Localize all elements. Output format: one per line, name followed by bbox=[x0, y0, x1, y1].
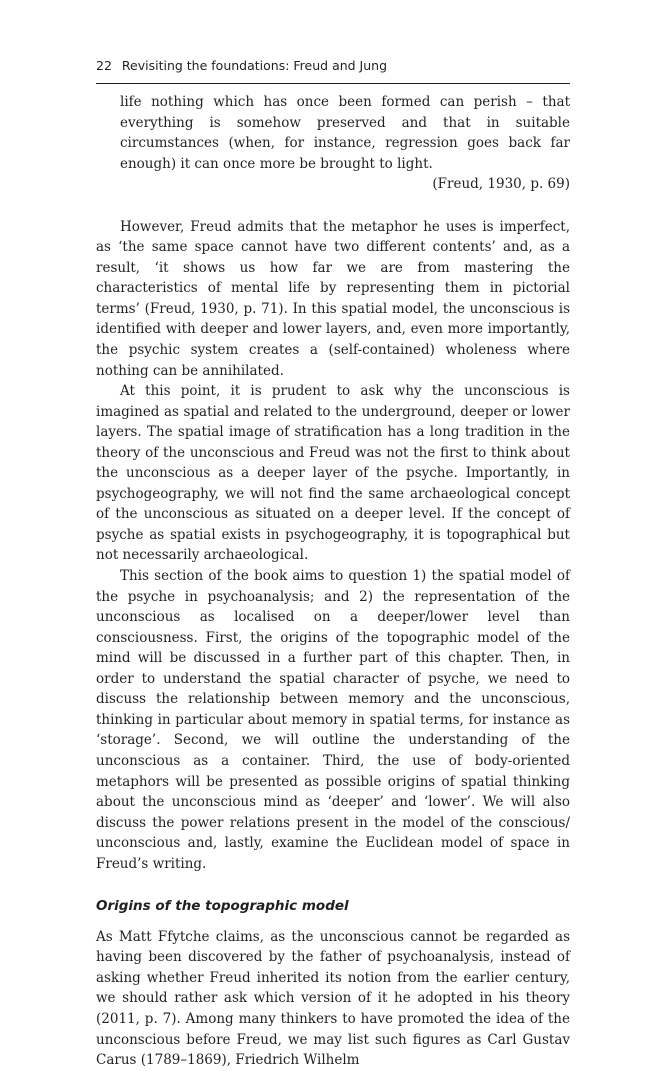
running-head bbox=[96, 57, 570, 84]
spacer bbox=[96, 917, 570, 927]
running-head-title: Revisiting the foundations: Freud and Jung bbox=[121, 58, 388, 73]
quote-citation: (Freud, 1930, p. 69) bbox=[432, 176, 570, 193]
spacer bbox=[96, 874, 570, 896]
section-paragraph: As Matt Ffytche claims, as the unconscious cannot be regarded as having been discovered by the father of psychoanalysis, instead of asking whether Freud inherited its notion from the earlier century, we should rather ask which version of it he adopted in his theory (2011, p. 7). Among many thinkers to have promoted the idea of the unconscious before Freud, we may list such figures as Carl Gustav Carus (1789–1869), Friedrich Wilhelm bbox=[96, 928, 570, 1069]
main-text bbox=[96, 92, 570, 1071]
spacer bbox=[96, 195, 570, 217]
body-paragraph-2: At this point, it is prudent to ask why the unconscious is imagined as spatial and related to the underground, deeper or lower layers. The spatial image of stratification has a long tradition in the theory of the unconscious and Freud was not the first to think about the unconscious as a deeper layer of the psyche. Importantly, in psychogeography, we will not find the same archaeological concept of the unconscious as situated on a deeper level. If the concept of psyche as spatial exists in psychogeography, it is topographical but not necessarily archaeological. bbox=[96, 383, 570, 564]
block-quote bbox=[120, 92, 570, 195]
section-heading: Origins of the topographic model bbox=[96, 898, 349, 915]
quote-text: life nothing which has once been formed can perish – that everything is somehow preserved and that in suitable circumstances (when, for instance, regression goes back far enough) it can once more be brought to light. bbox=[120, 94, 570, 172]
page-number: 22 bbox=[96, 58, 112, 73]
body-paragraph-1: However, Freud admits that the metaphor he uses is imperfect, as ‘the same space cannot have two different contents’ and, as a result, ‘it shows us how far we are from mastering the characteristics of mental life by representing them in pictorial terms’ (Freud, 1930, p. 71). In this spatial model, the unconscious is identified with deeper and lower layers, and, even more importantly, the psychic system creates a (self-contained) wholeness where nothing can be annihilated. bbox=[96, 218, 570, 379]
body-paragraph-3: This section of the book aims to question 1) the spatial model of the psyche in psychoanalysis; and 2) the representation of the unconscious as localised on a deeper/lower level than consciousness. First, the origins of the topographic model of the mind will be discussed in a further part of this chapter. Then, in order to understand the spatial character of psyche, we need to discuss the relationship between memory and the unconscious, thinking in particular about memory in spatial terms, for instance as ‘storage’. Second, we will outline the understanding of the unconscious as a container. Third, the use of body-oriented metaphors will be presented as possible origins of spatial thinking about the unconscious mind as ‘deeper’ and ‘lower’. We will also discuss the power relations present in the model of the conscious/​unconscious and, lastly, examine the Euclidean model of space in Freud’s writing. bbox=[96, 568, 570, 872]
